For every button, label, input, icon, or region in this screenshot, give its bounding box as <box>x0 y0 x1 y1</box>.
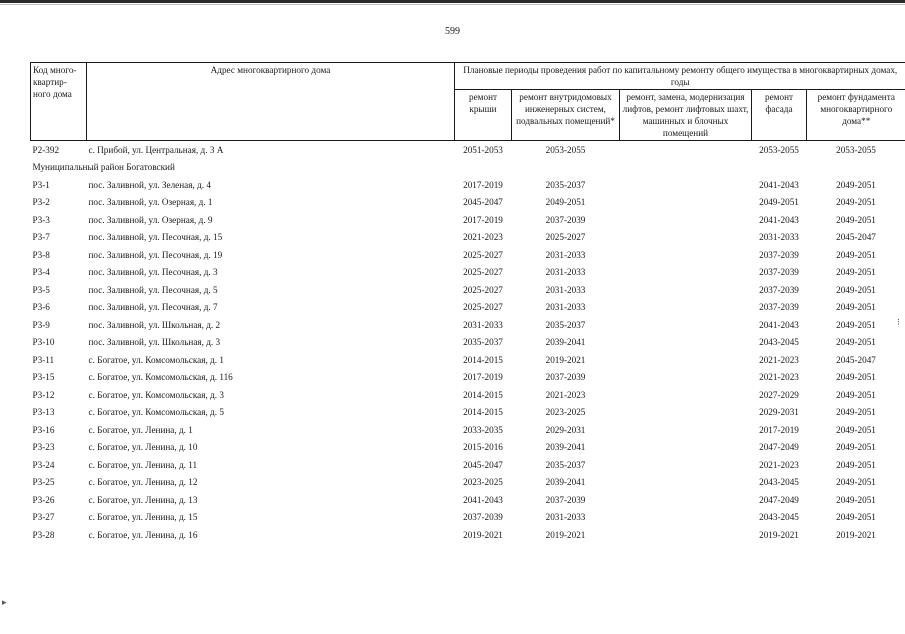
table-row <box>31 421 905 439</box>
cell-systems: 2039-2041 <box>545 337 586 348</box>
cell-address: пос. Заливной, ул. Песочная, д. 15 <box>88 232 223 243</box>
scan-top-shadow <box>0 4 905 5</box>
district-name: Муниципальный район Богатовский <box>32 162 175 173</box>
cell-roof: 2014-2015 <box>463 407 503 418</box>
table-row <box>31 211 905 229</box>
cell-lifts <box>620 474 752 492</box>
cell-systems: 2019-2021 <box>545 529 586 540</box>
cell-code: Р3-9 <box>32 319 50 330</box>
cell-roof: 2031-2033 <box>463 319 503 330</box>
cell-foundation: 2045-2047 <box>836 232 876 243</box>
cell-foundation: 2019-2021 <box>836 529 876 540</box>
cell-foundation: 2049-2051 <box>836 424 876 435</box>
cell-code: Р3-28 <box>32 529 55 540</box>
cell-facade: 2037-2039 <box>759 284 799 295</box>
header-roof: ремонт крыши <box>455 90 512 141</box>
cell-lifts <box>620 194 752 212</box>
cell-lifts <box>620 421 752 439</box>
cell-code: Р3-11 <box>32 354 55 365</box>
cell-facade: 2049-2051 <box>759 197 799 208</box>
cell-address: пос. Заливной, ул. Песочная, д. 19 <box>88 249 223 260</box>
table-row <box>31 369 905 387</box>
cell-lifts <box>620 281 752 299</box>
cell-roof: 2021-2023 <box>463 232 503 243</box>
cell-foundation: 2049-2051 <box>836 319 876 330</box>
cell-foundation: 2049-2051 <box>836 337 876 348</box>
cell-code: Р3-5 <box>32 284 50 295</box>
header-systems: ремонт внутридомовых инженерных систем, подвальных помещений* <box>512 90 620 141</box>
cell-systems: 2037-2039 <box>545 372 586 383</box>
cell-systems: 2031-2033 <box>545 284 586 295</box>
cell-code: Р3-15 <box>32 372 55 383</box>
cell-address: пос. Заливной, ул. Школьная, д. 2 <box>88 319 221 330</box>
cell-foundation: 2049-2051 <box>836 179 876 190</box>
cell-lifts <box>620 404 752 422</box>
capital-repair-table <box>30 62 905 544</box>
cell-address: с. Богатое, ул. Ленина, д. 16 <box>88 529 198 540</box>
cell-address: пос. Заливной, ул. Озерная, д. 9 <box>88 214 213 225</box>
cell-roof: 2025-2027 <box>463 267 503 278</box>
district-row <box>31 159 905 177</box>
cell-code: Р2-392 <box>32 144 60 155</box>
cell-roof: 2025-2027 <box>463 302 503 313</box>
table-row <box>31 351 905 369</box>
cell-address: с. Богатое, ул. Ленина, д. 1 <box>88 424 193 435</box>
cell-systems: 2031-2033 <box>545 512 586 523</box>
cell-code: Р3-12 <box>32 389 55 400</box>
cell-roof: 2025-2027 <box>463 249 503 260</box>
cell-lifts <box>620 351 752 369</box>
cell-lifts <box>620 491 752 509</box>
cell-facade: 2041-2043 <box>759 319 799 330</box>
cell-systems: 2023-2025 <box>545 407 586 418</box>
margin-scan-mark: ⁝ <box>897 318 900 328</box>
cell-facade: 2043-2045 <box>759 337 799 348</box>
cell-lifts <box>620 526 752 544</box>
cell-facade: 2037-2039 <box>759 302 799 313</box>
cell-systems: 2019-2021 <box>545 354 586 365</box>
cell-code: Р3-26 <box>32 494 55 505</box>
header-foundation: ремонт фундамента многоквартирного дома** <box>807 90 905 141</box>
cell-lifts <box>620 439 752 457</box>
cell-facade: 2029-2031 <box>759 407 799 418</box>
cell-address: пос. Заливной, ул. Школьная, д. 3 <box>88 337 221 348</box>
table-row <box>31 456 905 474</box>
scan-top-edge <box>0 0 905 3</box>
cell-code: Р3-24 <box>32 459 55 470</box>
cell-systems: 2035-2037 <box>545 179 586 190</box>
cell-facade: 2053-2055 <box>759 144 799 155</box>
cell-roof: 2035-2037 <box>463 337 503 348</box>
cell-code: Р3-7 <box>32 232 50 243</box>
cell-code: Р3-6 <box>32 302 50 313</box>
cell-facade: 2021-2023 <box>759 354 799 365</box>
cell-address: пос. Заливной, ул. Песочная, д. 5 <box>88 284 218 295</box>
header-address: Адрес многоквартирного дома <box>87 63 455 141</box>
cell-foundation: 2049-2051 <box>836 389 876 400</box>
cell-foundation: 2049-2051 <box>836 494 876 505</box>
cell-roof: 2019-2021 <box>463 529 503 540</box>
header-periods: Плановые периоды проведения работ по капитальному ремонту общего имущества в многоквартирных домах, годы <box>455 63 905 90</box>
cell-code: Р3-3 <box>32 214 50 225</box>
header-lifts: ремонт, замена, модернизация лифтов, ремонт лифтовых шахт, машинных и блочных помещений <box>620 90 752 141</box>
cell-systems: 2053-2055 <box>545 144 586 155</box>
cell-lifts <box>620 141 752 159</box>
cell-foundation: 2049-2051 <box>836 267 876 278</box>
margin-arrow-mark: ▸ <box>2 598 7 608</box>
cell-lifts <box>620 456 752 474</box>
cell-address: с. Прибой, ул. Центральная, д. 3 А <box>88 144 224 155</box>
cell-address: с. Богатое, ул. Комсомольская, д. 3 <box>88 389 224 400</box>
cell-code: Р3-16 <box>32 424 55 435</box>
cell-lifts <box>620 176 752 194</box>
table-row <box>31 194 905 212</box>
cell-systems: 2031-2033 <box>545 302 586 313</box>
cell-systems: 2021-2023 <box>545 389 586 400</box>
cell-lifts <box>620 246 752 264</box>
cell-address: с. Богатое, ул. Ленина, д. 12 <box>88 477 198 488</box>
cell-facade: 2031-2033 <box>759 232 799 243</box>
cell-facade: 2037-2039 <box>759 249 799 260</box>
cell-code: Р3-23 <box>32 442 55 453</box>
cell-code: Р3-4 <box>32 267 50 278</box>
table-row <box>31 474 905 492</box>
cell-facade: 2017-2019 <box>759 424 799 435</box>
header-code: Код много-квартир-ного дома <box>31 63 87 141</box>
cell-address: с. Богатое, ул. Ленина, д. 10 <box>88 442 198 453</box>
cell-foundation: 2049-2051 <box>836 284 876 295</box>
cell-code: Р3-13 <box>32 407 55 418</box>
cell-facade: 2043-2045 <box>759 512 799 523</box>
cell-systems: 2039-2041 <box>545 477 586 488</box>
cell-foundation: 2045-2047 <box>836 354 876 365</box>
cell-foundation: 2049-2051 <box>836 459 876 470</box>
cell-systems: 2039-2041 <box>545 442 586 453</box>
table-row <box>31 509 905 527</box>
cell-roof: 2041-2043 <box>463 494 503 505</box>
cell-foundation: 2049-2051 <box>836 302 876 313</box>
cell-lifts <box>620 386 752 404</box>
cell-address: с. Богатое, ул. Ленина, д. 13 <box>88 494 198 505</box>
table-row <box>31 526 905 544</box>
cell-facade: 2041-2043 <box>759 179 799 190</box>
cell-address: с. Богатое, ул. Ленина, д. 11 <box>88 459 198 470</box>
table-row <box>31 386 905 404</box>
cell-systems: 2035-2037 <box>545 459 586 470</box>
cell-systems: 2031-2033 <box>545 267 586 278</box>
header-facade: ремонт фасада <box>752 90 807 141</box>
cell-foundation: 2049-2051 <box>836 407 876 418</box>
cell-systems: 2035-2037 <box>545 319 586 330</box>
table-row <box>31 491 905 509</box>
table-row <box>31 404 905 422</box>
cell-lifts <box>620 334 752 352</box>
cell-foundation: 2049-2051 <box>836 477 876 488</box>
cell-lifts <box>620 316 752 334</box>
cell-foundation: 2049-2051 <box>836 197 876 208</box>
cell-code: Р3-2 <box>32 197 50 208</box>
table-body <box>31 141 905 544</box>
cell-address: пос. Заливной, ул. Озерная, д. 1 <box>88 197 213 208</box>
cell-foundation: 2053-2055 <box>836 144 876 155</box>
cell-foundation: 2049-2051 <box>836 372 876 383</box>
cell-facade: 2041-2043 <box>759 214 799 225</box>
cell-foundation: 2049-2051 <box>836 442 876 453</box>
cell-facade: 2043-2045 <box>759 477 799 488</box>
table-row <box>31 334 905 352</box>
cell-address: пос. Заливной, ул. Песочная, д. 7 <box>88 302 218 313</box>
cell-facade: 2027-2029 <box>759 389 799 400</box>
cell-facade: 2037-2039 <box>759 267 799 278</box>
table-header <box>31 63 905 141</box>
cell-address: пос. Заливной, ул. Зеленая, д. 4 <box>88 179 211 190</box>
table-row <box>31 246 905 264</box>
cell-roof: 2023-2025 <box>463 477 503 488</box>
cell-systems: 2031-2033 <box>545 249 586 260</box>
cell-systems: 2037-2039 <box>545 214 586 225</box>
cell-systems: 2029-2031 <box>545 424 586 435</box>
cell-code: Р3-10 <box>32 337 55 348</box>
cell-roof: 2045-2047 <box>463 459 503 470</box>
cell-roof: 2051-2053 <box>463 144 503 155</box>
table-row <box>31 229 905 247</box>
cell-systems: 2049-2051 <box>545 197 586 208</box>
cell-code: Р3-25 <box>32 477 55 488</box>
cell-foundation: 2049-2051 <box>836 512 876 523</box>
table-row <box>31 299 905 317</box>
cell-lifts <box>620 211 752 229</box>
table-row <box>31 281 905 299</box>
cell-facade: 2021-2023 <box>759 372 799 383</box>
cell-facade: 2021-2023 <box>759 459 799 470</box>
cell-foundation: 2049-2051 <box>836 214 876 225</box>
cell-roof: 2045-2047 <box>463 197 503 208</box>
cell-address: с. Богатое, ул. Комсомольская, д. 116 <box>88 372 233 383</box>
cell-roof: 2014-2015 <box>463 389 503 400</box>
table-row <box>31 316 905 334</box>
table-row <box>31 176 905 194</box>
page-number: 599 <box>445 26 460 37</box>
cell-address: с. Богатое, ул. Комсомольская, д. 1 <box>88 354 224 365</box>
cell-systems: 2037-2039 <box>545 494 586 505</box>
cell-roof: 2017-2019 <box>463 214 503 225</box>
cell-roof: 2033-2035 <box>463 424 503 435</box>
cell-roof: 2037-2039 <box>463 512 503 523</box>
cell-systems: 2025-2027 <box>545 232 586 243</box>
cell-address: с. Богатое, ул. Комсомольская, д. 5 <box>88 407 224 418</box>
cell-lifts <box>620 369 752 387</box>
cell-lifts <box>620 264 752 282</box>
cell-code: Р3-27 <box>32 512 55 523</box>
cell-facade: 2047-2049 <box>759 442 799 453</box>
cell-roof: 2015-2016 <box>463 442 503 453</box>
cell-address: пос. Заливной, ул. Песочная, д. 3 <box>88 267 218 278</box>
cell-code: Р3-8 <box>32 249 50 260</box>
table-row <box>31 439 905 457</box>
cell-roof: 2017-2019 <box>463 179 503 190</box>
cell-roof: 2017-2019 <box>463 372 503 383</box>
cell-foundation: 2049-2051 <box>836 249 876 260</box>
cell-roof: 2025-2027 <box>463 284 503 295</box>
cell-address: с. Богатое, ул. Ленина, д. 15 <box>88 512 198 523</box>
cell-code: Р3-1 <box>32 179 50 190</box>
cell-lifts <box>620 229 752 247</box>
cell-facade: 2047-2049 <box>759 494 799 505</box>
cell-facade: 2019-2021 <box>759 529 799 540</box>
table-row <box>31 264 905 282</box>
cell-lifts <box>620 509 752 527</box>
cell-roof: 2014-2015 <box>463 354 503 365</box>
table-row <box>31 141 905 159</box>
cell-lifts <box>620 299 752 317</box>
